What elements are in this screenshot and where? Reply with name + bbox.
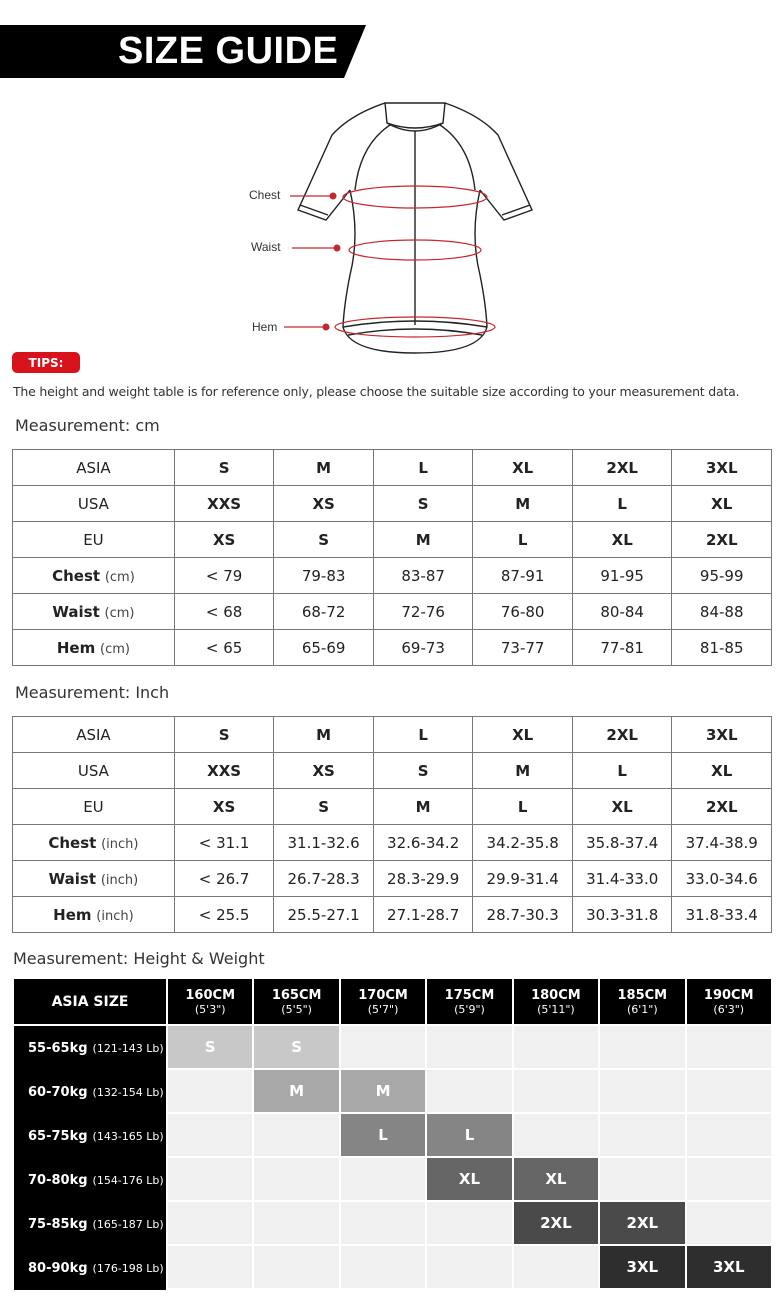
size-cell-empty [254, 1114, 338, 1156]
row-label-text: USA [77, 761, 109, 780]
hw-table-title: Measurement: Height & Weight [13, 949, 265, 968]
row-label-text: Hem [53, 905, 92, 924]
size-cell-empty [514, 1070, 598, 1112]
table-row [168, 1246, 771, 1288]
size-cell-empty [168, 1070, 252, 1112]
row-label [13, 558, 175, 594]
row-label [13, 753, 175, 789]
size-cell-empty [341, 1026, 425, 1068]
row-label [13, 486, 175, 522]
height-header [600, 979, 684, 1024]
table-cell: < 65 [174, 630, 274, 666]
table-row [168, 1070, 771, 1112]
table-row [13, 558, 772, 594]
table-cell: < 26.7 [174, 861, 274, 897]
table-cell: L [373, 717, 473, 753]
weight-kg: 80-90kg [28, 1260, 88, 1276]
table-cell: M [373, 522, 473, 558]
size-grid [168, 1026, 771, 1290]
row-label-text: ASIA [76, 458, 111, 477]
table-cell: 31.1-32.6 [274, 825, 374, 861]
size-cell-empty [514, 1246, 598, 1288]
table-cell: XS [174, 522, 274, 558]
table-cell: 35.8-37.4 [572, 825, 672, 861]
height-cm: 180CM [531, 987, 581, 1003]
table-cell: L [373, 450, 473, 486]
table-cell: 84-88 [672, 594, 772, 630]
table-row [13, 486, 772, 522]
size-cell-empty [168, 1202, 252, 1244]
height-ft: (5'9") [454, 1002, 485, 1016]
table-cell: < 68 [174, 594, 274, 630]
weight-label [14, 1202, 166, 1246]
table-cell: 80-84 [572, 594, 672, 630]
size-cell-empty [600, 1026, 684, 1068]
size-cell-filled: L [341, 1114, 425, 1156]
weight-kg: 70-80kg [28, 1172, 88, 1188]
weight-lb: (132-154 Lb) [92, 1085, 164, 1099]
row-label [13, 594, 175, 630]
table-cell: 72-76 [373, 594, 473, 630]
height-header [254, 979, 338, 1024]
size-cell-filled: XL [427, 1158, 511, 1200]
height-ft: (5'7") [367, 1002, 399, 1016]
height-header [168, 979, 252, 1024]
weight-lb: (121-143 Lb) [92, 1041, 164, 1055]
table-cell: < 25.5 [174, 897, 274, 933]
weight-kg: 75-85kg [28, 1216, 88, 1232]
size-cell-empty [427, 1026, 511, 1068]
size-cell-empty [687, 1158, 771, 1200]
height-cm: 170CM [358, 987, 408, 1003]
size-cell-empty [341, 1158, 425, 1200]
row-unit: (cm) [104, 569, 135, 585]
size-cell-empty [687, 1202, 771, 1244]
table-cell: L [473, 789, 573, 825]
row-label [13, 630, 175, 666]
row-label-text: ASIA [76, 725, 111, 744]
size-cell-empty [168, 1246, 252, 1288]
size-cell-filled: 2XL [514, 1202, 598, 1244]
table-cell: 79-83 [274, 558, 374, 594]
row-label [13, 522, 175, 558]
table-row [13, 522, 772, 558]
size-cell-empty [254, 1202, 338, 1244]
table-cell: XL [672, 753, 772, 789]
table-cell: 91-95 [572, 558, 672, 594]
row-label [13, 717, 175, 753]
table-cell: 29.9-31.4 [473, 861, 573, 897]
table-cell: M [274, 450, 374, 486]
weight-lb: (176-198 Lb) [92, 1261, 164, 1275]
table-cell: M [373, 789, 473, 825]
table-cell: 31.8-33.4 [672, 897, 772, 933]
row-label-text: Chest [52, 566, 101, 585]
size-cell-empty [341, 1202, 425, 1244]
tips-badge: TIPS: [12, 352, 80, 373]
size-cell-empty [427, 1246, 511, 1288]
size-cell-filled: M [254, 1070, 338, 1112]
table-row [13, 450, 772, 486]
size-cell-filled: S [168, 1026, 252, 1068]
table-cell: 30.3-31.8 [572, 897, 672, 933]
table-cell: 28.3-29.9 [373, 861, 473, 897]
size-cell-filled: M [341, 1070, 425, 1112]
height-ft: (6'3") [713, 1002, 745, 1016]
row-label [13, 861, 175, 897]
size-cell-filled: L [427, 1114, 511, 1156]
height-header [427, 979, 511, 1024]
table-cell: 28.7-30.3 [473, 897, 573, 933]
row-label [13, 789, 175, 825]
table-row [13, 594, 772, 630]
table-cell: XL [572, 789, 672, 825]
table-cell: S [274, 522, 374, 558]
height-cm: 160CM [185, 987, 236, 1003]
weight-label [14, 1114, 166, 1158]
inch-size-table [12, 716, 772, 933]
row-unit: (inch) [100, 872, 139, 888]
table-cell: XXS [174, 486, 274, 522]
table-cell: 81-85 [672, 630, 772, 666]
cm-table-title: Measurement: cm [15, 416, 160, 435]
table-row [13, 825, 772, 861]
table-cell: 37.4-38.9 [672, 825, 772, 861]
table-cell: 2XL [672, 522, 772, 558]
table-cell: 95-99 [672, 558, 772, 594]
table-cell: 3XL [672, 717, 772, 753]
size-cell-empty [687, 1114, 771, 1156]
size-cell-filled: S [254, 1026, 338, 1068]
table-cell: 25.5-27.1 [274, 897, 374, 933]
table-cell: XL [572, 522, 672, 558]
size-cell-empty [600, 1158, 684, 1200]
hw-header-row [14, 979, 771, 1024]
table-cell: S [274, 789, 374, 825]
size-cell-empty [514, 1026, 598, 1068]
row-label-text: Chest [48, 833, 97, 852]
table-cell: 27.1-28.7 [373, 897, 473, 933]
table-cell: 77-81 [572, 630, 672, 666]
weight-kg: 65-75kg [28, 1128, 88, 1144]
size-cell-empty [254, 1158, 338, 1200]
table-cell: XL [473, 450, 573, 486]
page-title: SIZE GUIDE [118, 30, 339, 72]
height-ft: (6'1") [626, 1002, 658, 1016]
table-row [168, 1202, 771, 1244]
size-cell-filled: 2XL [600, 1202, 684, 1244]
row-label-text: Waist [52, 602, 100, 621]
table-cell: XS [274, 486, 374, 522]
inch-table-title: Measurement: Inch [15, 683, 170, 702]
table-row [168, 1026, 771, 1068]
weight-kg: 60-70kg [28, 1084, 88, 1100]
size-cell-empty [341, 1246, 425, 1288]
table-cell: 32.6-34.2 [373, 825, 473, 861]
table-row [13, 789, 772, 825]
row-label-text: Waist [48, 869, 97, 888]
table-cell: 73-77 [473, 630, 573, 666]
weight-label [14, 1246, 166, 1290]
height-header [514, 979, 598, 1024]
height-ft: (5'5") [281, 1002, 312, 1016]
tips-text: The height and weight table is for reference only, please choose the suitable size according to your measurement data. [13, 384, 740, 399]
table-cell: 2XL [572, 450, 672, 486]
weight-lb: (154-176 Lb) [92, 1173, 164, 1187]
height-header [341, 979, 425, 1024]
cm-size-table [12, 449, 772, 666]
table-cell: 76-80 [473, 594, 573, 630]
table-cell: S [174, 717, 274, 753]
row-unit: (inch) [101, 836, 139, 852]
height-weight-table [14, 979, 771, 1290]
size-cell-empty [427, 1070, 511, 1112]
size-cell-filled: XL [514, 1158, 598, 1200]
table-cell: 34.2-35.8 [473, 825, 573, 861]
weight-lb: (143-165 Lb) [92, 1129, 164, 1143]
table-cell: S [373, 753, 473, 789]
table-cell: M [473, 753, 573, 789]
size-cell-empty [254, 1246, 338, 1288]
weight-labels [14, 1026, 166, 1290]
table-cell: S [373, 486, 473, 522]
table-cell: 3XL [672, 450, 772, 486]
table-cell: 2XL [672, 789, 772, 825]
weight-label [14, 1070, 166, 1114]
table-cell: L [572, 753, 672, 789]
table-cell: 26.7-28.3 [274, 861, 374, 897]
table-cell: M [473, 486, 573, 522]
weight-lb: (165-187 Lb) [92, 1217, 164, 1231]
table-row [13, 630, 772, 666]
size-cell-filled: 3XL [600, 1246, 684, 1288]
table-cell: 33.0-34.6 [672, 861, 772, 897]
height-cm: 165CM [271, 987, 322, 1003]
size-cell-empty [168, 1158, 252, 1200]
size-cell-empty [427, 1202, 511, 1244]
table-cell: < 31.1 [174, 825, 274, 861]
jersey-diagram [240, 95, 550, 360]
table-cell: 87-91 [473, 558, 573, 594]
table-cell: XS [174, 789, 274, 825]
table-cell: XXS [174, 753, 274, 789]
table-row [168, 1158, 771, 1200]
table-cell: L [473, 522, 573, 558]
row-label [13, 825, 175, 861]
table-row [13, 897, 772, 933]
table-cell: XL [672, 486, 772, 522]
hem-label: Hem [252, 320, 278, 334]
chest-label: Chest [249, 188, 281, 202]
height-ft: (5'11") [537, 1002, 575, 1016]
height-header [687, 979, 771, 1024]
row-unit: (cm) [104, 605, 135, 621]
size-cell-empty [687, 1070, 771, 1112]
row-label-text: EU [83, 530, 104, 549]
table-row [168, 1114, 771, 1156]
row-label [13, 450, 175, 486]
weight-label [14, 1158, 166, 1202]
height-ft: (5'3") [194, 1002, 226, 1016]
table-cell: 69-73 [373, 630, 473, 666]
row-label-text: USA [77, 494, 109, 513]
row-label-text: Hem [56, 638, 96, 657]
table-cell: 68-72 [274, 594, 374, 630]
row-label [13, 897, 175, 933]
waist-label: Waist [251, 240, 281, 254]
table-cell: < 79 [174, 558, 274, 594]
table-row [13, 717, 772, 753]
table-cell: L [572, 486, 672, 522]
table-cell: XS [274, 753, 374, 789]
table-cell: XL [473, 717, 573, 753]
asia-size-header: ASIA SIZE [14, 979, 166, 1024]
table-row [13, 753, 772, 789]
row-unit: (inch) [96, 908, 134, 924]
table-cell: 83-87 [373, 558, 473, 594]
table-cell: S [174, 450, 274, 486]
table-cell: 31.4-33.0 [572, 861, 672, 897]
table-row [13, 861, 772, 897]
row-label-text: EU [83, 797, 104, 816]
size-cell-empty [687, 1026, 771, 1068]
table-cell: 65-69 [274, 630, 374, 666]
table-cell: M [274, 717, 374, 753]
size-cell-empty [168, 1114, 252, 1156]
size-cell-empty [600, 1114, 684, 1156]
table-cell: 2XL [572, 717, 672, 753]
size-cell-filled: 3XL [687, 1246, 771, 1288]
size-cell-empty [600, 1070, 684, 1112]
height-cm: 175CM [444, 987, 495, 1003]
height-cm: 185CM [617, 987, 668, 1003]
size-cell-empty [514, 1114, 598, 1156]
row-unit: (cm) [100, 641, 130, 657]
weight-label [14, 1026, 166, 1070]
weight-kg: 55-65kg [28, 1040, 88, 1056]
height-cm: 190CM [703, 987, 754, 1003]
